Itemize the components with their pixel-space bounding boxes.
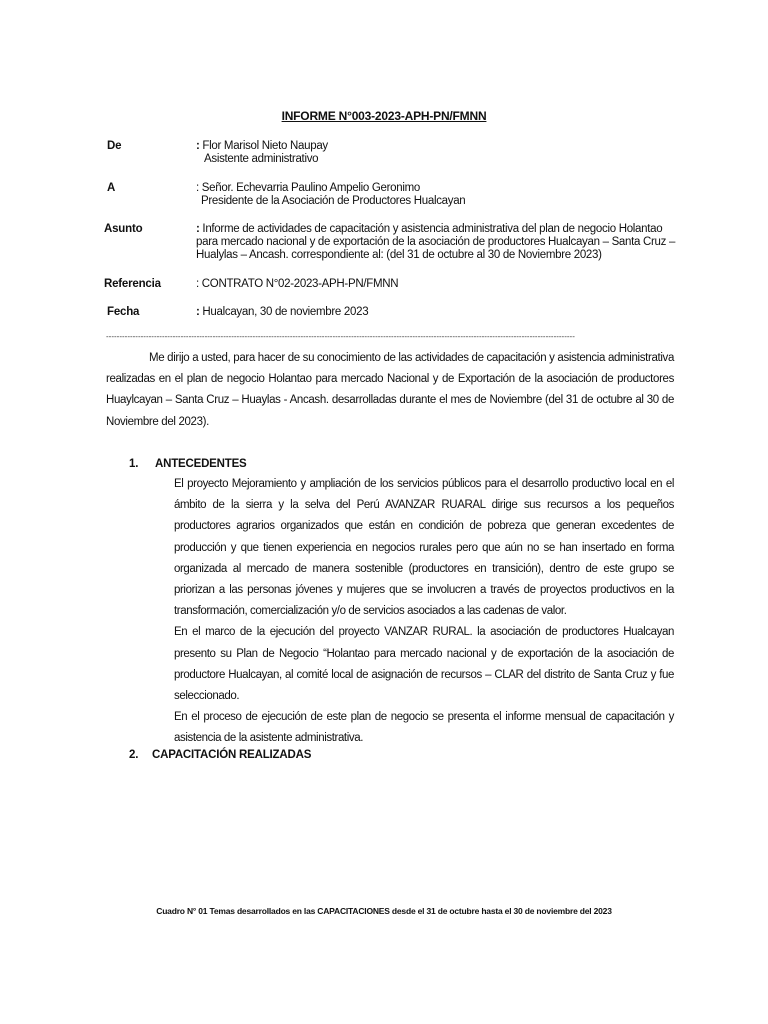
sender-name: Flor Marisol Nieto Naupay xyxy=(199,140,328,152)
value-asunto xyxy=(196,223,678,262)
label-referencia: Referencia xyxy=(104,278,161,290)
label-fecha: Fecha xyxy=(107,306,140,318)
section-1-paragraph: En el proceso de ejecución de este plan de negocio se presenta el informe mensual de capacitación y asistencia de la asistente administrativa. xyxy=(174,711,674,745)
recipient-name: : Señor. Echevarria Paulino Ampelio Geronimo xyxy=(196,182,420,194)
reference-text: : CONTRATO N°02-2023-APH-PN/FMNN xyxy=(196,278,399,290)
value-de xyxy=(196,140,678,166)
colon-asunto: : xyxy=(196,223,200,235)
section-1-number: 1. xyxy=(129,458,139,470)
value-fecha xyxy=(196,306,678,319)
label-asunto: Asunto xyxy=(104,223,143,235)
label-a: A xyxy=(107,182,116,194)
section-1-paragraph: En el marco de la ejecución del proyecto VANZAR RURAL. la asociación de productores Hualcayan presento su Plan de Negocio “Holantao para mercado nacional y de exportación de la asociación de productore Hualcayan, al comité local de asignación de recursos – CLAR del distrito de Santa Cruz y fue seleccionado. xyxy=(174,626,674,703)
table-caption: Cuadro N° 01 Temas desarrollados en las CAPACITACIONES desde el 31 de octubre hasta el 30 de noviembre del 2023 xyxy=(156,906,612,916)
label-de: De xyxy=(107,140,122,152)
colon-de: : xyxy=(196,140,200,152)
date-text: Hualcayan, 30 de noviembre 2023 xyxy=(199,306,369,318)
intro-paragraph: Me dirijo a usted, para hacer de su conocimiento de las actividades de capacitación y asistencia administrativa realizadas en el plan de negocio Holantao para mercado Nacional y de Exportación de la asociación de productores Huaylcayan – Santa Cruz – Huaylas - Ancash. desarrolladas durante el mes de Noviembre (del 31 de octubre al 30 de Noviembre del 2023). xyxy=(106,352,674,428)
section-1-title: ANTECEDENTES xyxy=(155,458,247,470)
subject-text: Informe de actividades de capacitación y asistencia administrativa del plan de negocio Holantao para mercado nacional y de exportación de la asociación de productores Hualcayan – Santa Cruz – Hualylas – Ancash. correspondiente al: (del 31 de octubre al 30 de Noviembre 2023) xyxy=(196,223,676,261)
recipient-role: Presidente de la Asociación de Productores Hualcayan xyxy=(201,195,466,207)
section-2-title: CAPACITACIÓN REALIZADAS xyxy=(152,749,312,761)
section-1-body xyxy=(174,474,674,750)
section-2-number: 2. xyxy=(129,749,139,761)
value-a xyxy=(196,182,678,208)
separator-line: -------------------------------------------------------------------------------------------------------------------------------------------------------------------------------- xyxy=(106,333,575,341)
sender-role: Asistente administrativo xyxy=(204,153,319,165)
section-1-paragraph: El proyecto Mejoramiento y ampliación de los servicios públicos para el desarrollo productivo local en el ámbito de la sierra y la selva del Perú AVANZAR RUARAL dirige sus recursos a los pequeños productores agrarios organizados que están en condición de pobreza que generan excedentes de producción y que tienen experiencia en negocios rurales pero que aún no se han insertado en forma organizada al mercado de manera sostenible (productores en transición), dentro de este grupo se priorizan a las personas jóvenes y mujeres que se involucren a través de proyectos productivos en la transformación, comercialización y/o de servicios asociados a las cadenas de valor. xyxy=(174,478,674,618)
report-title: INFORME N°003-2023-APH-PN/FMNN xyxy=(281,109,487,123)
colon-fecha: : xyxy=(196,306,200,318)
